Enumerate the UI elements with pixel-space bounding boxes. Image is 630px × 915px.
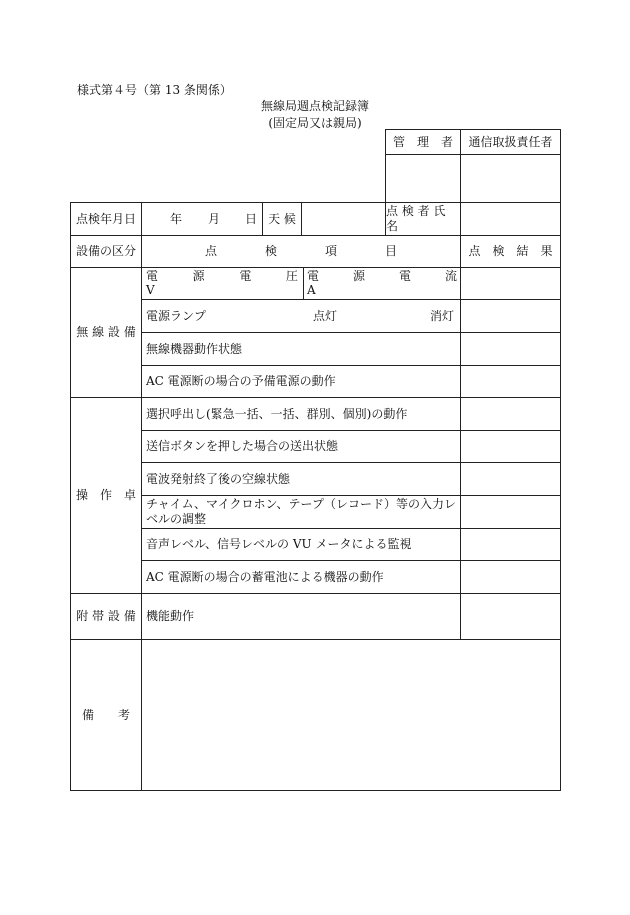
- result-cell[interactable]: [461, 366, 560, 397]
- console-check-item: 送信ボタンを押した場合の送出状態: [146, 439, 339, 453]
- result-cell[interactable]: [461, 431, 560, 462]
- voltage-unit: V: [146, 283, 155, 297]
- inspector-name-label: 点 検 者 氏 名: [386, 204, 446, 233]
- result-cell[interactable]: [461, 333, 560, 365]
- comm-officer-header: 通信取扱責任者: [468, 134, 553, 149]
- grid-line: [70, 790, 561, 791]
- weather-label: 天 候: [268, 211, 296, 226]
- power-current-label: 電 源 電 流: [307, 269, 457, 283]
- result-cell[interactable]: [461, 463, 560, 495]
- category-header: 設備の区分: [75, 244, 136, 258]
- power-lamp-label: 電源ランプ: [146, 308, 207, 323]
- radio-equipment-label: 無 線 設 備: [76, 325, 136, 339]
- remarks-label: 備 考: [81, 707, 130, 722]
- console-label: 操 作 卓: [75, 488, 136, 502]
- result-cell[interactable]: [461, 594, 560, 639]
- current-unit: A: [307, 283, 316, 297]
- result-cell[interactable]: [461, 529, 560, 560]
- radio-check-item: 無線機器動作状態: [146, 341, 243, 356]
- items-header: 点 検 項 目: [204, 244, 397, 258]
- console-check-item: チャイム、マイクロホン、テープ（レコード）等の入力レベルの調整: [146, 497, 456, 526]
- result-header: 点 検 結 果: [468, 244, 553, 258]
- grid-line: [560, 129, 561, 791]
- document-subtitle: (固定局又は親局): [268, 116, 362, 130]
- weather-field[interactable]: [302, 203, 385, 235]
- inspection-date-label: 点検年月日: [75, 211, 136, 226]
- radio-check-item: AC 電源断の場合の予備電源の動作: [146, 374, 336, 388]
- document-title: 無線局週点検記録簿: [260, 99, 369, 113]
- lamp-off-option[interactable]: 消灯: [430, 308, 455, 323]
- manager-seal-box[interactable]: [386, 155, 460, 202]
- inspection-form: [70, 129, 561, 791]
- remarks-field[interactable]: [142, 640, 560, 790]
- result-cell[interactable]: [461, 561, 560, 593]
- result-cell[interactable]: [461, 398, 560, 430]
- inspector-name-field[interactable]: [461, 203, 560, 235]
- comm-officer-seal-box[interactable]: [461, 155, 560, 202]
- month-label: 月: [208, 211, 221, 226]
- result-cell[interactable]: [461, 496, 560, 528]
- form-reference: 様式第４号（第 13 条関係）: [77, 83, 232, 97]
- year-label: 年: [170, 211, 183, 226]
- console-check-item: AC 電源断の場合の蓄電池による機器の動作: [146, 569, 384, 584]
- result-cell[interactable]: [461, 300, 560, 332]
- lamp-on-option[interactable]: 点灯: [313, 308, 338, 323]
- console-check-item: 音声レベル、信号レベルの VU メータによる監視: [146, 537, 412, 551]
- console-check-item: 電波発射終了後の空線状態: [146, 471, 291, 486]
- result-cell[interactable]: [461, 268, 560, 299]
- console-check-item: 選択呼出し(緊急一括、一括、群別、個別)の動作: [146, 406, 408, 421]
- power-voltage-label: 電 源 電 圧: [146, 269, 298, 283]
- grid-line: [303, 267, 304, 299]
- auxiliary-check-item: 機能動作: [146, 609, 195, 623]
- manager-header: 管 理 者: [392, 134, 453, 149]
- auxiliary-equipment-label: 附 帯 設 備: [76, 609, 136, 623]
- day-label: 日: [245, 211, 258, 226]
